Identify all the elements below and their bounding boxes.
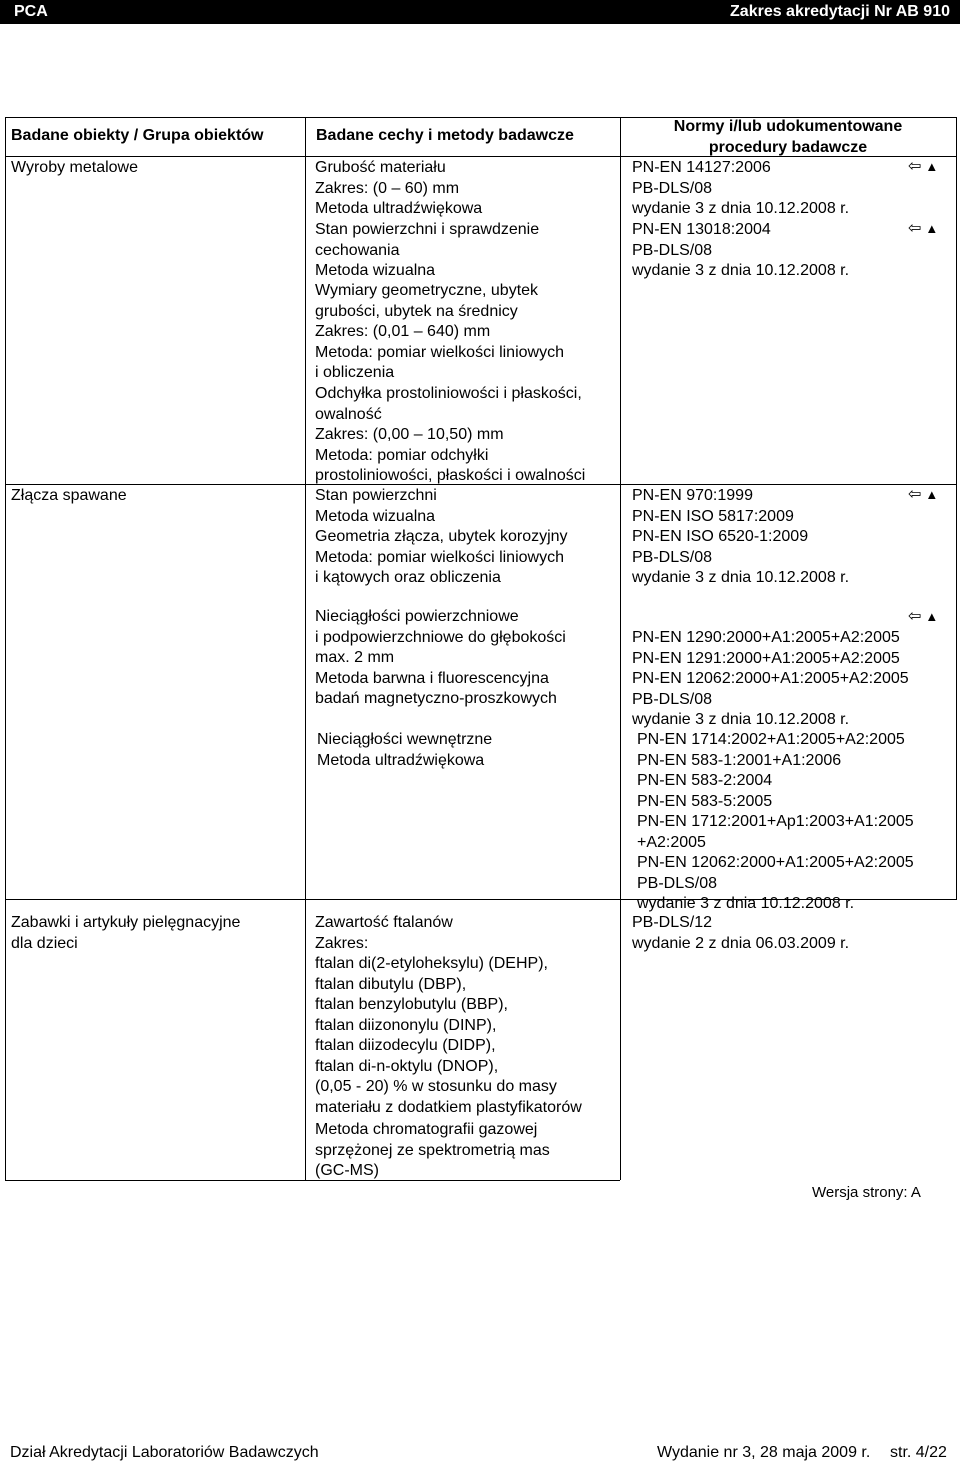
change-marker [908, 485, 938, 506]
top-left-label: PCA [14, 3, 48, 20]
method-thickness [315, 158, 482, 220]
norm-line: PN-EN 1291:2000+A1:2005+A2:2005 [632, 649, 900, 667]
method-line: badań magnetyczno-proszkowych [315, 690, 557, 707]
object-toys [11, 913, 240, 954]
header-methods-text: Badane cechy i metody badawcze [316, 127, 574, 144]
method-line: Metoda barwna i fluorescencyjna [315, 669, 549, 687]
norm-line: wydanie 2 z dnia 06.03.2009 r. [632, 934, 850, 952]
method-line: Zakres: (0,00 – 10,50) mm [315, 426, 504, 443]
method-line: Metoda ultradźwiękowa [317, 751, 485, 769]
footer-page-number: str. 4/22 [890, 1444, 947, 1461]
method-line: (GC-MS) [315, 1162, 379, 1179]
triangle-up-icon: ▲ [925, 609, 939, 624]
method-line: Grubość materiału [315, 159, 446, 176]
method-line: max. 2 mm [315, 649, 395, 666]
norm-line: PB-DLS/08 [632, 690, 713, 708]
triangle-up-icon: ▲ [925, 221, 939, 236]
method-line: ftalan dibutylu (DBP), [315, 975, 467, 993]
method-internal-discontinuities [317, 730, 492, 771]
col-line-3 [956, 117, 957, 899]
norm-line: PN-EN 970:1999 [632, 487, 753, 504]
norm-line: wydanie 3 z dnia 10.12.2008 r. [632, 569, 850, 586]
left-arrow-icon: ⇦ [908, 220, 922, 237]
method-line: Zakres: (0,01 – 640) mm [315, 323, 491, 340]
norm-line: PN-EN 12062:2000+A1:2005+A2:2005 [632, 670, 909, 687]
header-norms-line: procedury badawcze [708, 139, 868, 156]
norm-line: wydanie 3 z dnia 10.12.2008 r. [632, 711, 850, 728]
method-gc-ms [315, 1120, 550, 1182]
object-metal-products [11, 158, 138, 179]
method-line: Metoda wizualna [315, 262, 436, 279]
method-line: sprzężonej ze spektrometrią mas [315, 1141, 550, 1159]
norm-line: PN-EN 1714:2002+A1:2005+A2:2005 [637, 731, 905, 748]
method-weld-surface [315, 486, 568, 589]
norms-surface-marking [632, 220, 849, 282]
norm-line: PN-EN ISO 5817:2009 [632, 507, 794, 525]
change-marker [908, 157, 938, 178]
norm-line: PB-DLS/08 [632, 241, 713, 259]
method-surface-marking [315, 220, 539, 282]
method-line: Metoda: pomiar wielkości liniowych [315, 548, 564, 566]
norm-line: PB-DLS/08 [632, 179, 713, 197]
method-line: ftalan di(2-etyloheksylu) (DEHP), [315, 955, 548, 972]
method-line: Metoda: pomiar wielkości liniowych [315, 343, 564, 361]
change-marker [908, 219, 938, 240]
norms-weld-surface [632, 486, 849, 589]
method-line: ftalan diizononylu (DINP), [315, 1016, 497, 1034]
norm-line: PN-EN 1712:2001+Ap1:2003+A1:2005 [637, 813, 914, 830]
top-right-label: Zakres akredytacji Nr AB 910 [730, 3, 950, 20]
footer-edition: Wydanie nr 3, 28 maja 2009 r. [657, 1444, 871, 1461]
col-line-0 [5, 117, 6, 1180]
footer-department: Dział Akredytacji Laboratoriów Badawczych [10, 1444, 319, 1461]
method-line: materiału z dodatkiem plastyfikatorów [315, 1098, 582, 1116]
method-line: Wymiary geometryczne, ubytek [315, 282, 539, 299]
norm-line: PN-EN 12062:2000+A1:2005+A2:2005 [637, 854, 914, 871]
method-line: Metoda: pomiar odchyłki [315, 446, 489, 464]
method-line: prostoliniowości, płaskości i owalności [315, 467, 586, 484]
norm-line: PN-EN ISO 6520-1:2009 [632, 528, 809, 545]
method-geometric-dimensions [315, 281, 564, 384]
page-version: Wersja strony: A [812, 1184, 921, 1201]
norm-line: wydanie 3 z dnia 10.12.2008 r. [632, 262, 850, 279]
method-line: owalność [315, 405, 382, 423]
left-arrow-icon: ⇦ [908, 608, 922, 625]
method-line: Stan powierzchni [315, 487, 437, 504]
object-label: Złącza spawane [11, 487, 127, 504]
method-straightness-deviation [315, 384, 585, 487]
method-line: ftalan benzylobutylu (BBP), [315, 996, 508, 1013]
method-line: ftalan diizodecylu (DIDP), [315, 1037, 496, 1054]
method-phthalates [315, 913, 582, 1118]
norm-line: PN-EN 583-2:2004 [637, 772, 773, 789]
object-label: Wyroby metalowe [11, 159, 139, 176]
norm-line: PB-DLS/08 [637, 874, 718, 892]
method-line: i obliczenia [315, 364, 395, 381]
method-surface-discontinuities [315, 607, 566, 710]
norm-line: PB-DLS/08 [632, 548, 713, 566]
object-welded-joints [11, 486, 127, 507]
left-arrow-icon: ⇦ [908, 486, 922, 503]
norms-phthalates [632, 913, 849, 954]
norm-line: PN-EN 583-1:2001+A1:2006 [637, 751, 842, 769]
method-line: grubości, ubytek na średnicy [315, 302, 518, 320]
method-line: Zakres: (0 – 60) mm [315, 179, 460, 197]
norms-thickness [632, 158, 849, 220]
method-line: (0,05 - 20) % w stosunku do masy [315, 1078, 557, 1095]
header-objects [11, 126, 264, 147]
header-methods [316, 126, 574, 147]
norm-line: PN-EN 1290:2000+A1:2005+A2:2005 [632, 629, 900, 646]
norm-line: +A2:2005 [637, 833, 706, 851]
method-line: Geometria złącza, ubytek korozyjny [315, 528, 568, 545]
method-line: Zawartość ftalanów [315, 914, 453, 931]
method-line: Odchyłka prostoliniowości i płaskości, [315, 385, 582, 402]
method-line: i kątowych oraz obliczenia [315, 569, 501, 586]
norms-internal-discontinuities [637, 730, 914, 915]
change-marker [908, 607, 938, 628]
method-line: Metoda ultradźwiękowa [315, 200, 483, 217]
norms-surface-discontinuities [632, 628, 909, 731]
triangle-up-icon: ▲ [925, 159, 939, 174]
method-line: Metoda chromatografii gazowej [315, 1121, 538, 1138]
method-line: Stan powierzchni i sprawdzenie [315, 221, 540, 238]
col-line-1 [305, 117, 306, 1180]
left-arrow-icon: ⇦ [908, 158, 922, 175]
col-line-2 [620, 117, 621, 1180]
method-line: Metoda wizualna [315, 507, 436, 525]
header-objects-text: Badane obiekty / Grupa obiektów [11, 127, 264, 144]
norm-line: wydanie 3 z dnia 10.12.2008 r. [637, 895, 855, 912]
norm-line: PN-EN 13018:2004 [632, 221, 771, 238]
object-label: dla dzieci [11, 934, 78, 952]
norm-line: PB-DLS/12 [632, 914, 713, 931]
method-line: Zakres: [315, 934, 369, 952]
top-bar [0, 0, 960, 24]
norm-line: PN-EN 583-5:2005 [637, 792, 773, 810]
norm-line: wydanie 3 z dnia 10.12.2008 r. [632, 200, 850, 217]
method-line: Nieciągłości powierzchniowe [315, 608, 519, 625]
triangle-up-icon: ▲ [925, 487, 939, 502]
object-label: Zabawki i artykuły pielęgnacyjne [11, 914, 241, 931]
norm-line: PN-EN 14127:2006 [632, 159, 771, 176]
header-norms [620, 116, 956, 158]
header-norms-line: Normy i/lub udokumentowane [673, 118, 903, 135]
method-line: Nieciągłości wewnętrzne [317, 731, 493, 748]
method-line: i podpowierzchniowe do głębokości [315, 628, 566, 646]
method-line: cechowania [315, 241, 400, 259]
method-line: ftalan di-n-oktylu (DNOP), [315, 1057, 499, 1075]
